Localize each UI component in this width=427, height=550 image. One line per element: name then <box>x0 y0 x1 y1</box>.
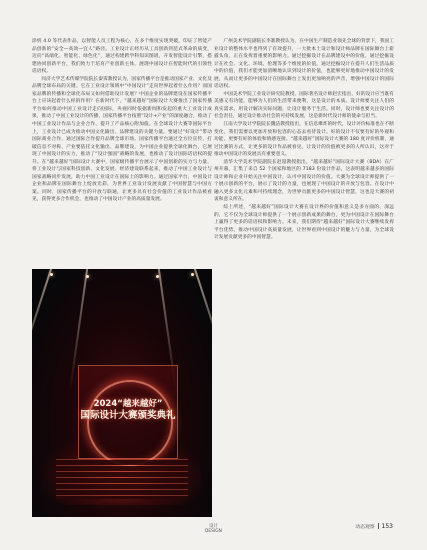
stage-stairs <box>56 459 188 499</box>
stage-spotlight <box>50 273 53 276</box>
stage-title <box>79 398 177 422</box>
right-paragraph-5: 综上所述，“越来越好”国际设计大赛在设计界的价值和意义是多方面的、深远的，它不仅为全球设计师提供了一个展示创新成果的舞台，更为中国设计在国际舞台上赢得了更多的话语权和影响力。未来，我们期待“越来越好”国际设计大赛继续发挥平台优势，推动中国设计高质量发展，让世界看到中国设计的魅力与力量，为全球设计发展贡献更多的中国智慧。 <box>214 205 394 241</box>
stage-ring-light <box>87 380 173 466</box>
right-paragraph-3: 江南大学设计学院院长魏洁教授指出，在信息爆炸的时代，设计评价标准也在不断变化，我们需要以更加开放和包容的心态去看待设计。好的设计不仅要有好的外观和功能，更要有好的体验和情感连接。“越来越好”国际设计大赛的 180 度评价机制，通过比赛的方式，让更多的设计作品被看见，让设计的价值被更多的人所认识，这对于推动中国设计的发展具有重要意义。 <box>214 122 394 158</box>
page-number: 153 <box>381 523 393 530</box>
award-ceremony-photo <box>32 269 212 517</box>
light-beam <box>32 269 54 387</box>
stage-spotlight <box>86 275 89 278</box>
magazine-title: 设计 <box>209 524 218 529</box>
page-footer <box>355 523 393 530</box>
left-paragraph-2: 同济大学艺术传媒学院院长秦霁教授认为，国家传播平台是推动国家产业、文化及品牌全球布局的关键。它在工业设计领域中“中国设计”走向世界起着什么作用？而国家品牌的传播和全球化布局又如何借助设计发展？中国企业的品牌建设在国家传播平台上应该起着什么样的作用？在新时代下，“越来越好”国际设计大赛推出了国家传播平台如何推动中国工业设计走向国际，央视同时依据新闻和发起的重大工业设计成果，推动了中国工业设计的传播，国家传播平台按照“设计+产业”的深度融合，推动了中国工业设计作品与企业合作，提升了产品核心附加值。在全球设计大赛等国际平台上，工业设计已成为推动中国文化输出、品牌建设的关键力量。要通过“好设计”带动国际商业合作，通过国际合作提升品牌全球市场。国家传播平台通过全方位宣传，打破信息不对称，产业要依托文化输出、品牌建设，为中国企业提供全球化舞台，它展现了中国设计的实力，推动了“设计强国”战略的发展，也推动了设计国际话语权的提升。在“越来越好”国际设计大赛中，国家级传播平台展示了中国创新的实力与力量，将工业设计与国家科技创新、文化发展、经济建设联系起来，推动了中国工业设计与国家战略同步发展，助力中国工业设计在国际上的影响力。通过国家平台，中国设计企业和品牌在国际舞台上绽放光彩，为世界工业设计发展贡献了中国智慧与中国方案。同时，国家传播平台的开放与联通，让更多具有社会价值的工业设计作品被看见，获得更多合作机会，也推动了中国设计产业的高质量发展。 <box>32 76 212 203</box>
stage-spotlight <box>191 273 194 276</box>
stage-spotlight <box>156 275 159 278</box>
light-beam <box>192 269 212 387</box>
stage-title-line-1: 2024“越来越好” <box>93 399 163 409</box>
stage-backdrop <box>78 365 178 459</box>
magazine-title-en: DESIGN <box>205 529 222 535</box>
right-text-column <box>214 38 394 242</box>
right-paragraph-4: 清华大学美术学院副院长赵超教授指出，“越来越好”国际设计大赛（BDA）在广州开幕，汇集了来自 52 个国家和地区的 7183 份设计作品，这表明越来越多的国际设计师和企业开始关注中国设计，认可中国设计的价值。大赛为全球设计师提供了一个展示创新的平台，展示了设计的力量，也展现了中国设计的开放与包容。在设计中融入更多文化元素和可持续理念，为世界贡献更多的中国设计智慧，这也是大赛的初衷和意义所在。 <box>214 159 394 203</box>
stage-title-line-2: 国际设计大赛颁奖典礼 <box>80 410 176 421</box>
section-label: 动态观察 <box>355 525 375 530</box>
footer-divider <box>378 523 379 529</box>
right-paragraph-2: 中国美术学院工业设计研究院教授、国际著名设计师赵宏指出，好的设计应当既有美感又有功能，能够为人们的生活带来便利，这是设计的本质。设计师要关注人们的真实需求，用设计解决实际问题，让设计服务于生活。同时，设计师也要关注设计的社会责任，通过设计推动社会的可持续发展，这是新时代设计师的使命与担当。 <box>214 91 394 120</box>
left-text-column <box>32 38 212 204</box>
left-paragraph-1: 涂机 4.0 等代表作品，以智能人员工程为核心，在多个维度实现突破，印证了智能产品创新的“安全—高效—宜人”路径。工业设计正经历从工具创新到范式革命的质变，迈向“高端化、智能化、绿色化”，通过构建跨学科知识图谱，开发智能设计引擎，搭建协同创新平台，我们致力于培育产业创新主体，展现中国设计在智能时代的引领性话语权。 <box>32 39 212 75</box>
right-paragraph-1: 广州美术学院副院长李寨教授认为，在中国生产制造业领先全球的背景下，我国工业设计的整体水平也得到了有效提升，一大批本土设计和设计师品牌在国际舞台上崭露头角，正在发挥着重要的影响力。通过挖掘设计在品牌建设中的价值，通过挖掘设计在社会、文化、环境、伦理等多个维度的价值，通过挖掘设计在提升人们生活品质中的价值，我们才能更加清晰地认识到设计的价值，也能够更好地推动中国设计的发展，从而让更多的中国设计在国际舞台上发出更加响亮的声音，增强中国设计的国际话语权。 <box>214 39 394 90</box>
